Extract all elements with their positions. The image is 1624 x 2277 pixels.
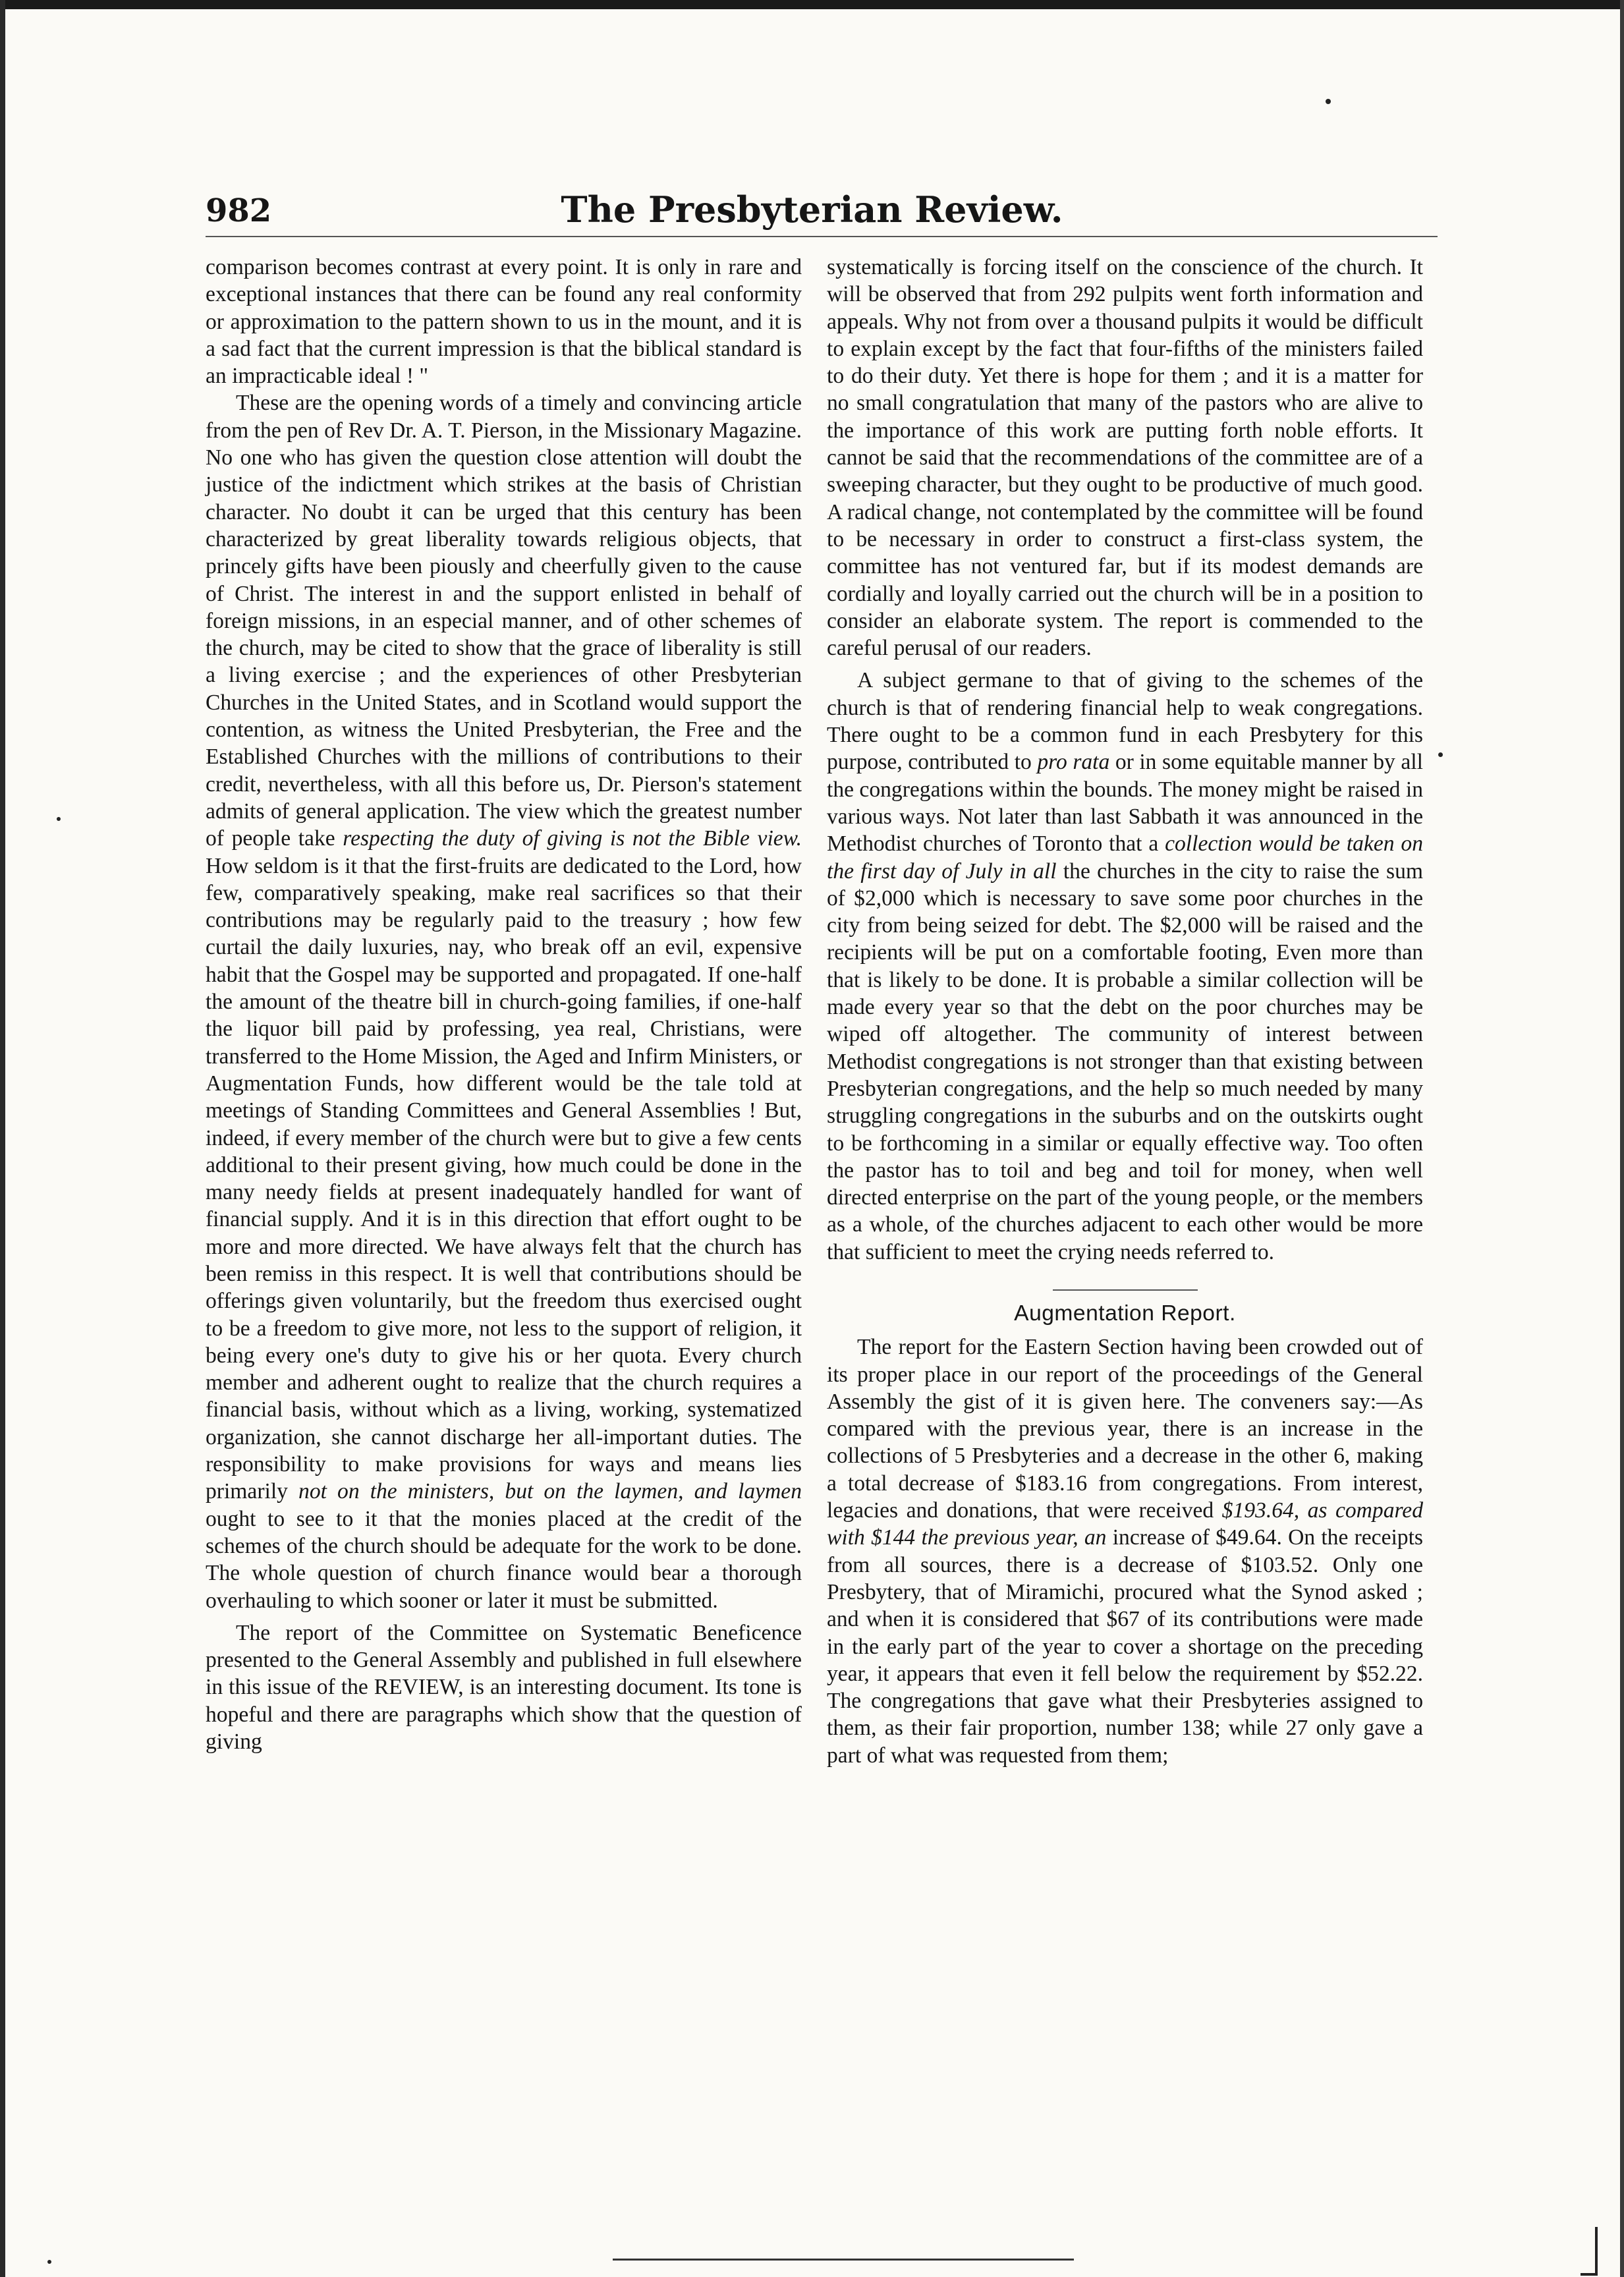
italic-phrase: pro rata — [1037, 750, 1110, 775]
paragraph-text: A subject germane to that of giving to the schemes of the church is that of rendering financial help to weak congregations. There ought to be a common fund in each Presbytery for this purpose, contributed to — [827, 668, 1423, 775]
page-number: 982 — [206, 192, 272, 229]
paragraph-text: or in some equitable manner by all the congregations within the bounds. The money might be raised in various ways. Not later than last Sabbath it was announced in the Methodist churches of Toronto that a — [827, 750, 1423, 857]
paragraph-text: ought to see to it that the monies placed at the credit of the schemes of the church should be adequate for the work to be done. The whole question of church finance would bear a thorough overhauling to which sooner or later it must be submitted. — [206, 1506, 802, 1613]
scan-left-edge — [0, 0, 5, 2277]
paragraph-text: the churches in the city to raise the sum of $2,000 which is necessary to save some poor churches in the city from being seized for debt. The $2,000 will be raised and the recipients will be put on a comfortable footing, Even more than that is likely to be done. It is probable a similar collection will be made every year so that the debt on the poor churches may be wiped off altogether. The community of interest between Methodist congregations is not stronger than that existing between Presbyterian congregations, and the help so much needed by many struggling congregations in the suburbs and on the outskirts ought to be forthcoming in a similar or equally effective way. Too often the pastor has to toil and beg and toil for money, when well directed enterprise on the part of the young people, or the members as a whole, of the churches adjacent to each other would be more that sufficient to meet the crying needs referred to. — [827, 858, 1423, 1264]
paragraph-text: increase of $49.64. On the receipts from all sources, there is a decrease of $103.52. Only one Presbytery, that of Miramichi, procured what the Synod asked ; and when it is considered that $67 of its contributions were made in the early part of the year to cover a shortage on the preceding year, it appears that even it fell below the requirement by $52.22. The congregations that gave what their Presbyteries assigned to them, as their fair proportion, number 138; while 27 only gave a part of what was requested from them; — [827, 1525, 1423, 1768]
paragraph-text: How seldom is it that the first-fruits are dedicated to the Lord, how few, comparatively speaking, make real sacrifices so that their contributions may be regularly paid to the treasury ; how few curtail the daily luxuries, nay, who break off an evil, expensive habit that the Gospel may be supported and propagated. If one-half the amount of the theatre bill in church-going families, if one-half the liquor bill paid by professing, yea real, Christians, were transferred to the Home Mission, the Aged and Infirm Ministers, or Augmentation Funds, how different would be the tale told at meetings of Standing Committees and General Assemblies ! But, indeed, if every member of the church were but to give a few cents additional to their present giving, how much could be done in the many needy fields at present inadequately handled for want of financial supply. And it is in this direction that effort ought to be more and more directed. We have always felt that the church has been remiss in this respect. It is well that contributions should be offerings given voluntarily, but the freedom thus exercised ought to be a freedom to give more, not less to the support of religion, it being every one's duty to give his or her quota. Every church member and adherent ought to realize that the church requires a financial basis, without which as a living, working, systematized organization, she cannot discharge her all-important duties. The responsibility to make provisions for ways and means lies primarily — [206, 853, 802, 1504]
italic-phrase: not on the ministers, but on the laymen, and laymen — [298, 1479, 802, 1504]
section-rule — [1053, 1289, 1198, 1291]
scan-speck — [1438, 752, 1443, 757]
page-top-border — [0, 0, 1624, 9]
paragraph-text: The report for the Eastern Section having been crowded out of its proper place in our report of the proceedings of the General Assembly the gist of it is given here. The conveners say:—As compared with the previous year, there is an increase in the collections of 5 Presbyteries and a decrease in the other 6, making a total decrease of $183.16 from congregations. From interest, legacies and donations, that were received — [827, 1335, 1423, 1523]
paragraph-continued: comparison becomes contrast at every point. It is only in rare and exceptional instances that there can be found any real conformity or approximation to the pattern shown to us in the mount, and it is a sad fact that the current impression is that the biblical standard is an impracticable ideal ! " — [206, 255, 802, 389]
paragraph-augmentation-report — [827, 1334, 1423, 1769]
paragraph-weak-congregations — [827, 667, 1423, 1266]
journal-title: The Presbyterian Review. — [561, 188, 1063, 231]
left-column — [206, 254, 802, 1755]
paragraph-text: These are the opening words of a timely and convincing article from the pen of Rev Dr. A. T. Pierson, in the Missionary Magazine. No one who has given the question close attention will doubt the justice of the indictment which strikes at the basis of Christian character. No doubt it can be urged that this century has been characterized by great liberality towards religious objects, that princely gifts have been piously and cheerfully given to the cause of Christ. The interest in and the support enlisted in behalf of foreign missions, in an especial manner, and of other schemes of the church, may be cited to show that the grace of liberality is still a living exercise ; and the experiences of other Presbyterian Churches in the United States, and in Scotland would support the contention, as witness the United Presbyterian, the Free and the Established Churches with the millions of contributions to their credit, nevertheless, with all this before us, Dr. Pierson's statement admits of general application. The view which the greatest number of people take — [206, 391, 802, 851]
header-rule — [206, 236, 1438, 237]
right-column — [827, 254, 1423, 1769]
paragraph-pierson-article — [206, 389, 802, 1614]
italic-phrase: respecting the duty of giving is not the Bible view. — [343, 826, 802, 851]
scan-speck — [47, 2260, 51, 2264]
scan-speck — [1326, 99, 1331, 104]
scan-right-edge — [1620, 0, 1624, 2277]
page-corner-mark — [1581, 2227, 1598, 2276]
page-bottom-rule — [613, 2259, 1074, 2261]
italic-phrase: $193.64, as compared with $144 the previous year, an — [827, 1498, 1423, 1550]
paragraph-committee-report: The report of the Committee on Systematic Beneficence presented to the General Assembly and published in full elsewhere in this issue of the REVIEW, is an interesting document. Its tone is hopeful and there are paragraphs which show that the question of giving — [206, 1620, 802, 1755]
page-header — [0, 178, 1624, 237]
scan-speck — [57, 817, 61, 821]
paragraph-continued: systematically is forcing itself on the conscience of the church. It will be observed that from 292 pulpits went forth information and appeals. Why not from over a thousand pulpits it would be difficult to explain except by the fact that four-fifths of the ministers failed to do their duty. Yet there is hope for them ; and it is a matter for no small congratulation that many of the pastors who are alive to the importance of this work are putting forth noble efforts. It cannot be said that the recommendations of the committee are of a sweeping character, but they ought to be productive of much good. A radical change, not contemplated by the committee will be found to be necessary in order to construct a first-class system, the committee has not ventured far, but if its modest demands are cordially and loyally carried out the church will be in a position to consider an elaborate system. The report is commended to the careful perusal of our readers. — [827, 255, 1423, 661]
section-heading-text: Augmentation Report. — [1014, 1301, 1236, 1326]
italic-phrase: collection would be taken on the first day of July in all — [827, 831, 1423, 884]
section-heading — [827, 1289, 1423, 1327]
